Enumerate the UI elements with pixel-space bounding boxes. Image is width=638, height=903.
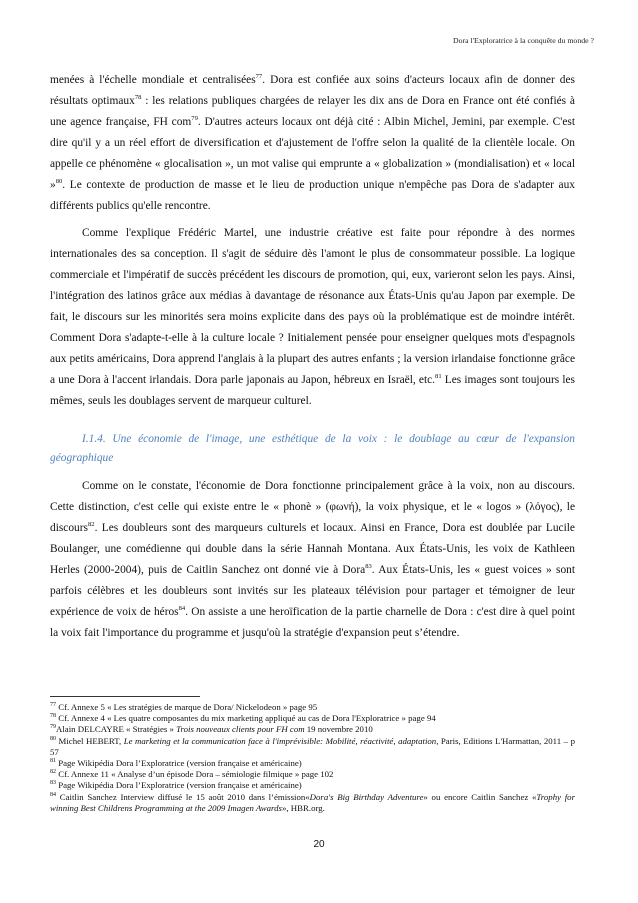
footnote-text: 19 novembre 2010 (304, 724, 373, 735)
footnote-number: 80 (50, 735, 56, 742)
footnote-ref[interactable]: 79 (191, 115, 198, 123)
footnotes (50, 702, 575, 814)
body-text (50, 70, 575, 644)
text-span: Les images sont toujours les mêmes, seuls les doublages servent de marqueur culturel. (50, 374, 575, 407)
text-span: menées à l'échelle mondiale et centralisées (50, 74, 256, 86)
footnote-ref[interactable]: 82 (87, 521, 95, 529)
footnote-number: 82 (50, 769, 56, 776)
footnote-title: Trophy for winning Best Childrens Programming at the 2009 Imagen Awards (50, 791, 575, 813)
footnote-ref[interactable]: 77 (255, 73, 263, 81)
footnote-ref[interactable]: 81 (435, 373, 442, 381)
footnote-ref[interactable]: 83 (365, 563, 372, 571)
footnote-number: 78 (50, 713, 56, 720)
footnote-78 (50, 713, 575, 724)
footnote-number: 79 (50, 724, 56, 731)
text-span: : les relations publiques chargées de relayer les dix ans de Dora en France ont été confiés à une agence française, FH com (50, 95, 575, 128)
text-span: Comme on le constate, l'économie de Dora fonctionne principalement grâce à la voix, non au discours. Cette distinction, c'est celle qui existe entre le « phonè » (φωνή), la voix physique, et le « logos » (λόγος), le discours (50, 480, 575, 534)
page-number: 20 (313, 839, 325, 850)
footnote-text: Michel HEBERT, (56, 735, 124, 746)
footnote-text: , Paris, Editions L'Harmattan, 2011 – p 57 (50, 735, 575, 757)
footnote-77 (50, 702, 575, 713)
footnote-79 (50, 724, 575, 735)
footnote-text: Alain DELCAYRE « Stratégies » (56, 724, 177, 735)
footnote-ref[interactable]: 84 (178, 605, 186, 613)
footnote-ref[interactable]: 80 (55, 178, 63, 186)
footnote-title: Le marketing et la communication face à l'imprévisible: Mobilité, réactivité, adaptation (123, 735, 437, 746)
footnote-text: Cf. Annexe 4 « Les quatre composantes du mix marketing appliqué au cas de Dora l'Exploratrice » page 94 (56, 713, 436, 724)
text-span: . Le contexte de production de masse et le lieu de production unique n'empêche pas Dora de s'adapter aux différents publics qu'elle rencontre. (50, 179, 575, 212)
paragraph-3 (50, 476, 575, 644)
footnote-text: Page Wikipédia Dora l’Exploratrice (version française et américaine) (56, 780, 302, 791)
footnote-number: 77 (50, 702, 56, 709)
footnote-text: », HBR.org. (281, 802, 325, 813)
footnote-82 (50, 769, 575, 780)
footnote-text: Page Wikipédia Dora l’Exploratrice (version française et américaine) (56, 758, 302, 769)
footnote-number: 84 (50, 791, 56, 798)
footnote-81 (50, 758, 575, 769)
footnote-text: Cf. Annexe 11 « Analyse d’un épisode Dora – sémiologie filmique » page 102 (56, 769, 334, 780)
text-span: . Dora est confiée aux soins d'acteurs locaux afin de donner des résultats optimaux (50, 74, 575, 107)
text-span: Comme l'explique Frédéric Martel, une industrie créative est faite pour répondre à des normes internationales des sa conception. Il s'agit de séduire dès l'amont le plus de consommateur possible. La logique commerciale et l'impératif de succès précédent les discours de promotion, qui, eux, varieront selon les pays. Ainsi, l'intégration des latinos grâce aux médias à davantage de résonance aux États-Unis qu'au Japon par exemple. De fait, le discours sur les minorités sera moins explicite dans des pays où la problématique est de moindre intérêt. Comment Dora s'adapte-t-elle à la culture locale ? Initialement pensée pour enseigner quelques mots d'espagnols aux petits américains, Dora apprend l'anglais à la plupart des autres enfants ; la version irlandaise fonctionne grâce a une Dora à l'accent irlandais. Dora parle japonais au Japon, hébreux en Israël, etc. (50, 227, 575, 386)
footnote-80 (50, 736, 575, 758)
footnote-title: Trois nouveaux clients pour FH com (176, 724, 305, 735)
text-span: . Aux États-Unis, les « guest voices » sont parfois célèbres et les doubleurs sont invités sur les plateaux télévision pour partager et témoigner de leur expérience de voix de héros (50, 564, 575, 618)
paragraph-1 (50, 70, 575, 217)
footnote-text: Caitlin Sanchez Interview diffusé le 15 août 2010 dans l’émission« (56, 791, 310, 802)
paragraph-2 (50, 223, 575, 412)
footnote-number: 83 (50, 780, 56, 787)
footnote-number: 81 (50, 758, 56, 765)
running-header: Dora l'Exploratrice à la conquête du monde ? (452, 36, 594, 45)
footnote-84 (50, 792, 575, 814)
text-span: . D'autres acteurs locaux ont déjà cité : Albin Michel, Jemini, par exemple. C'est dire qu'il y a un réel effort de diversification et d'ajustement de l'offre selon la qualité de la clientèle locale. On appelle ce phénomène « glocalisation », un mot valise qui emprunte a « globalization » (mondialisation) et « local » (50, 116, 575, 191)
footnote-text: » ou encore Caitlin Sanchez « (423, 791, 537, 802)
footnote-text: Cf. Annexe 5 « Les stratégies de marque de Dora/ Nickelodeon » page 95 (56, 702, 318, 712)
text-span: . On assiste a une heroïfication de la partie charnelle de Dora : c'est dire à quel point la voix fait l'importance du programme et jusqu'où la stratégie d'expansion peut s’étendre. (50, 606, 575, 639)
footnote-title: Dora's Big Birthday Adventure (309, 791, 424, 802)
footnote-83 (50, 780, 575, 791)
footnote-ref[interactable]: 78 (134, 94, 142, 102)
text-span: . Les doubleurs sont des marqueurs culturels et locaux. Ainsi en France, Dora est doublée par Lucile Boulanger, une comédienne qui double dans la série Hannah Montana. Aux États-Unis, les voix de Kathleen Herles (2000-2004), puis de Caitlin Sanchez ont donné vie à Dora (50, 522, 575, 576)
footnote-separator (50, 696, 200, 697)
section-heading: I.1.4. Une économie de l'image, une esthétique de la voix : le doublage au cœur de l'expansion géographique (50, 433, 575, 464)
